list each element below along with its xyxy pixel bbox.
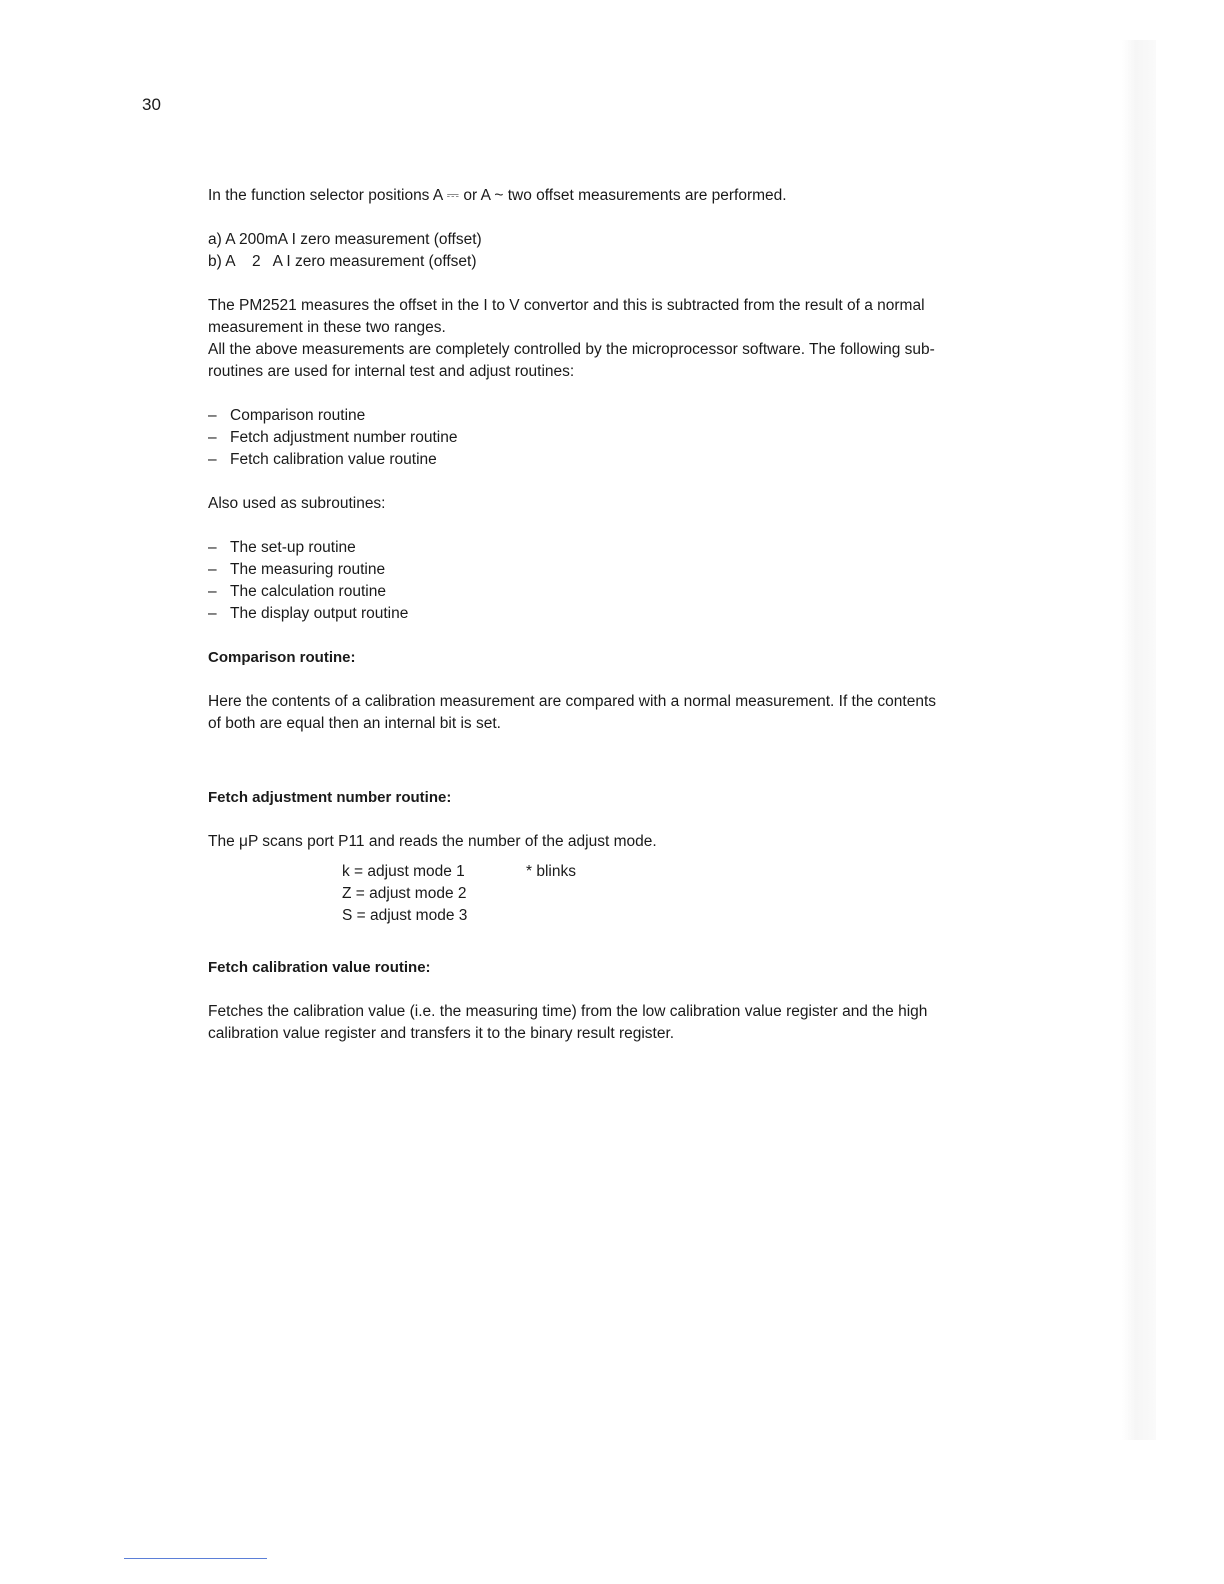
list-item: – Fetch calibration value routine xyxy=(208,451,437,468)
intro-paragraph: In the function selector positions A ⎓ or A ~ two offset measurements are performed. xyxy=(208,187,787,204)
list-item: – The calculation routine xyxy=(208,583,386,600)
page-number: 30 xyxy=(142,95,161,114)
subroutines-list xyxy=(208,537,1028,625)
fetch-calibration-heading: Fetch calibration value routine: xyxy=(208,959,431,976)
fetch-adjust-heading: Fetch adjustment number routine: xyxy=(208,789,452,806)
fetch-calibration-text-line: calibration value register and transfers it to the binary result register. xyxy=(208,1025,675,1042)
list-item: – Comparison routine xyxy=(208,407,366,424)
scan-edge-strip xyxy=(1122,40,1156,1440)
adjust-modes-table xyxy=(342,861,1028,927)
adjust-mode-row: k = adjust mode 1 xyxy=(342,863,465,880)
adjust-mode-row: Z = adjust mode 2 xyxy=(342,885,467,902)
offset-item-a: a) A 200mA I zero measurement (offset) xyxy=(208,231,482,248)
offset-paragraph-line: The PM2521 measures the offset in the I to V convertor and this is subtracted from the result of a normal xyxy=(208,297,925,314)
blinks-note: * blinks xyxy=(526,863,576,880)
also-used-label: Also used as subroutines: xyxy=(208,495,386,512)
comparison-text-line: Here the contents of a calibration measurement are compared with a normal measurement. If the contents xyxy=(208,693,937,710)
list-item: – Fetch adjustment number routine xyxy=(208,429,458,446)
software-paragraph-line: routines are used for internal test and adjust routines: xyxy=(208,363,575,380)
comparison-heading: Comparison routine: xyxy=(208,649,356,666)
list-item: – The measuring routine xyxy=(208,561,386,578)
list-item: – The set-up routine xyxy=(208,539,356,556)
offset-paragraph-line: measurement in these two ranges. xyxy=(208,319,446,336)
adjust-mode-row: S = adjust mode 3 xyxy=(342,907,468,924)
document-body xyxy=(208,185,1028,1045)
comparison-text-line: of both are equal then an internal bit is set. xyxy=(208,715,501,732)
internal-routines-list xyxy=(208,405,1028,471)
footer-rule xyxy=(124,1558,267,1559)
list-item: – The display output routine xyxy=(208,605,409,622)
fetch-adjust-text: The μP scans port P11 and reads the number of the adjust mode. xyxy=(208,833,657,850)
offset-item-b: b) A 2 A I zero measurement (offset) xyxy=(208,253,477,270)
software-paragraph-line: All the above measurements are completely controlled by the microprocessor software. The following sub- xyxy=(208,341,935,358)
fetch-calibration-text-line: Fetches the calibration value (i.e. the measuring time) from the low calibration value register and the high xyxy=(208,1003,928,1020)
